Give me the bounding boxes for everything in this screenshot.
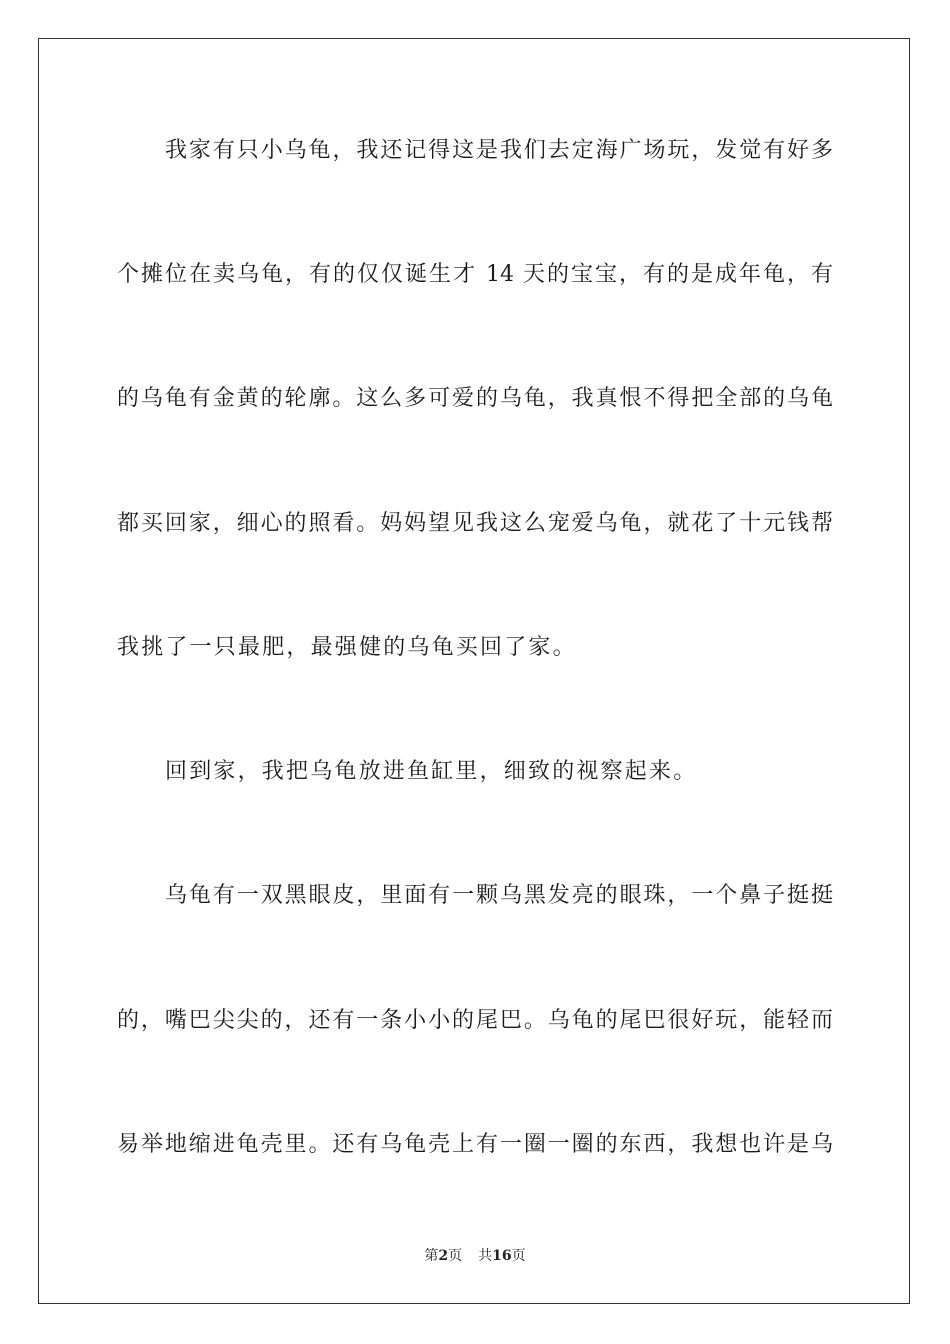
- text-line: 乌龟有一双黑眼皮，里面有一颗乌黑发亮的眼珠，一个鼻子挺挺: [165, 883, 833, 908]
- text-line: 的，嘴巴尖尖的，还有一条小小的尾巴。乌龟的尾巴很好玩，能轻而: [117, 1008, 833, 1033]
- text-line: 回到家，我把乌龟放进鱼缸里，细致的视察起来。: [165, 759, 698, 784]
- text-line: 个摊位在卖乌龟，有的仅仅诞生才 14 天的宝宝，有的是成年龟，有: [117, 262, 833, 287]
- text-line: 都买回家，细心的照看。妈妈望见我这么宠爱乌龟，就花了十元钱帮: [117, 511, 833, 536]
- text-line: 的乌龟有金黄的轮廓。这么多可爱的乌龟，我真恨不得把全部的乌龟: [117, 386, 833, 411]
- text-line: 我家有只小乌龟，我还记得这是我们去定海广场玩，发觉有好多: [165, 138, 833, 163]
- text-line: 易举地缩进龟壳里。还有乌龟壳上有一圈一圈的东西，我想也许是乌: [117, 1132, 833, 1157]
- text-line: 我挑了一只最肥，最强健的乌龟买回了家。: [117, 635, 577, 660]
- page-number: 第2页: [424, 1248, 463, 1264]
- page-border: [38, 38, 910, 1304]
- page-footer: [0, 1247, 950, 1265]
- page-total: 共16页: [478, 1248, 526, 1264]
